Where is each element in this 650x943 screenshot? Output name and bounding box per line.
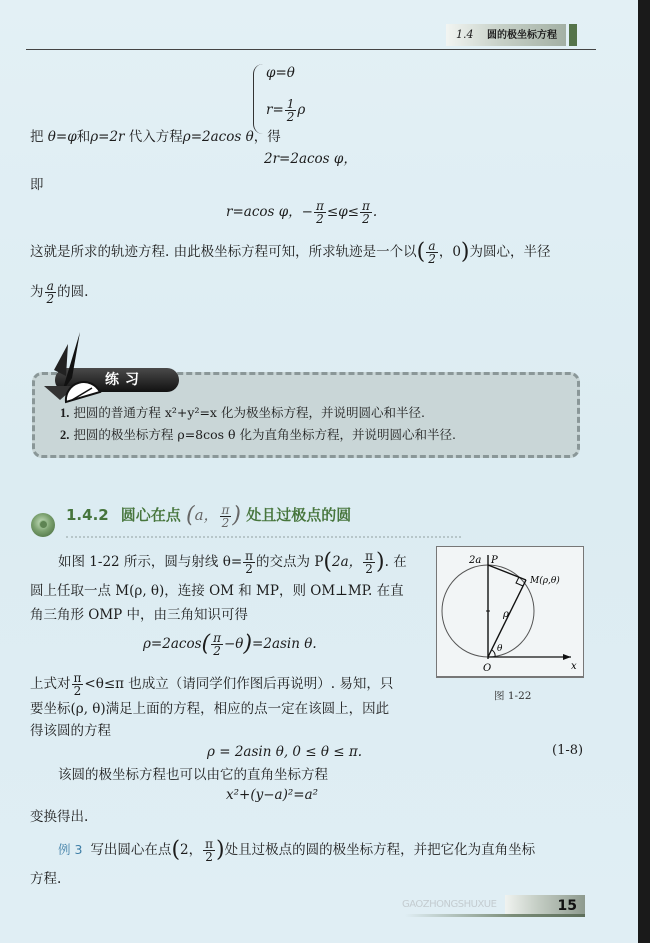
body-line xyxy=(58,550,407,575)
header-rule xyxy=(26,49,596,50)
fraction xyxy=(363,550,375,575)
math: ρ=2r xyxy=(90,129,125,145)
equation-rho-2asin xyxy=(143,632,317,657)
label-O: O xyxy=(483,663,492,674)
numerator: π xyxy=(73,671,82,685)
numerator: π xyxy=(316,199,324,213)
body-line: 变换得出. xyxy=(30,809,89,825)
body-line: 方程. xyxy=(30,871,62,887)
math: r=acos φ，− xyxy=(226,204,313,220)
figure-1-22 xyxy=(436,546,584,678)
paren-left: ( xyxy=(171,837,181,863)
math: θ=φ xyxy=(47,129,77,145)
label-2a: 2a xyxy=(469,555,482,566)
body-line xyxy=(30,672,393,697)
denominator: 2 xyxy=(205,850,213,864)
paragraph-locus xyxy=(30,240,551,265)
fraction xyxy=(426,240,438,265)
label-rho: ρ xyxy=(503,609,509,620)
body-line: 得该圆的方程 xyxy=(30,723,111,739)
footer-rule xyxy=(405,914,585,917)
numerator: π xyxy=(361,199,370,213)
paragraph-locus-line2 xyxy=(30,280,88,305)
section-dotted-rule xyxy=(66,536,461,538)
equation-1-8: ρ = 2asin θ, 0 ≤ θ ≤ π. xyxy=(207,744,363,760)
denominator: 2 xyxy=(286,110,295,124)
body-line: 角三角形 OMP 中，由三角知识可得 xyxy=(30,607,249,623)
text: <θ≤π 也成立（请同学们作图后再说明）. 易知，只 xyxy=(84,676,394,692)
equation-r-acos xyxy=(226,200,377,225)
label-theta: θ xyxy=(497,644,503,654)
exercise-item-1 xyxy=(60,404,425,422)
paren-left: ( xyxy=(185,503,195,528)
text: 把 xyxy=(30,129,44,145)
paren-right: ) xyxy=(460,239,470,265)
fraction xyxy=(243,550,255,575)
fraction xyxy=(72,672,84,697)
paren-right: ) xyxy=(232,503,241,528)
paren-left: ( xyxy=(323,549,333,575)
header-section-number: 1.4 xyxy=(456,28,474,41)
equation-cartesian: x²+(y−a)²=a² xyxy=(226,787,319,803)
numerator: π xyxy=(245,549,254,563)
item-number: 2. xyxy=(60,428,70,442)
item-text: 把圆的极坐标方程 ρ=8cos θ 化为直角坐标方程，并说明圆心和半径. xyxy=(73,427,457,442)
text: 为 xyxy=(30,284,44,300)
numerator: π xyxy=(213,631,221,645)
math: =2asin θ. xyxy=(252,636,317,652)
text: 上式对 xyxy=(30,676,71,692)
page-number: 15 xyxy=(505,895,585,917)
system-rhs: ρ xyxy=(297,102,306,118)
equation-2r: 2r=2acos φ， xyxy=(264,151,357,167)
paren-right: ) xyxy=(376,549,385,575)
denominator: 2 xyxy=(245,562,253,576)
example-label: 例 3 xyxy=(58,842,83,857)
denominator: 2 xyxy=(362,212,370,226)
denominator: 2 xyxy=(365,562,373,576)
system-line-2 xyxy=(266,98,305,123)
fraction xyxy=(211,632,223,657)
math: ρ=2acos θ xyxy=(182,129,254,145)
section-heading xyxy=(66,500,351,531)
paren-left: ( xyxy=(201,631,211,657)
text: 这就是所求的轨迹方程. 由此极坐标方程可知，所求轨迹是一个以 xyxy=(30,244,417,260)
text: . 在 xyxy=(384,554,407,570)
numerator: π xyxy=(205,837,214,851)
paragraph-substitution xyxy=(30,128,281,146)
denominator: 2 xyxy=(73,684,82,698)
page-edge-shadow xyxy=(638,0,650,943)
item-number: 1. xyxy=(60,406,70,420)
denominator: 2 xyxy=(428,252,436,266)
math: ≤φ≤ xyxy=(326,204,359,220)
section-title-text: 圆心在点 xyxy=(120,506,181,524)
section-math xyxy=(185,502,241,530)
denominator: 2 xyxy=(316,212,324,226)
text: 代入方程 xyxy=(128,129,183,145)
system-lhs: r= xyxy=(266,102,284,118)
numerator: π xyxy=(221,502,230,517)
circle-diagram xyxy=(437,547,583,676)
math: . xyxy=(372,204,378,220)
text: 处且过极点的圆的极坐标方程，并把它化为直角坐标 xyxy=(224,842,536,858)
paren-right: ) xyxy=(216,837,225,863)
fraction xyxy=(220,504,232,529)
text: 的交点为 P xyxy=(256,554,324,570)
label-P: P xyxy=(491,555,498,566)
example-3 xyxy=(58,838,535,863)
section-bullet-icon xyxy=(31,513,55,537)
denominator: 2 xyxy=(46,292,55,306)
exercise-badge: 练习 xyxy=(55,368,179,392)
header-accent-bar xyxy=(569,24,577,46)
denominator: 2 xyxy=(213,644,221,658)
fraction xyxy=(314,200,326,225)
compass-protractor-icon xyxy=(42,330,102,410)
fraction xyxy=(285,98,297,123)
numerator: 1 xyxy=(286,97,295,111)
numerator: a xyxy=(45,280,57,293)
fraction xyxy=(360,200,372,225)
math: ρ=2acos xyxy=(143,636,202,652)
text: 和 xyxy=(76,129,91,145)
math: 2， xyxy=(180,842,203,858)
text: 如图 1-22 所示，圆与射线 θ= xyxy=(58,554,243,570)
text: 写出圆心在点 xyxy=(90,842,172,858)
word-ji: 即 xyxy=(30,177,44,193)
footer-brand: GAOZHONGSHUXUE xyxy=(402,899,497,910)
section-title-text: 处且过极点的圆 xyxy=(246,506,352,524)
body-line: 该圆的极坐标方程也可以由它的直角坐标方程 xyxy=(58,767,328,783)
label-x: x xyxy=(571,661,577,672)
paren-right: ) xyxy=(243,631,253,657)
system-line-1: φ=θ xyxy=(266,65,295,81)
math: 2a， xyxy=(332,554,363,570)
numerator: π xyxy=(365,549,374,563)
paren-left: ( xyxy=(416,239,426,265)
section-number: 1.4.2 xyxy=(66,506,109,524)
item-text: 把圆的普通方程 x²+y²=x 化为极坐标方程，并说明圆心和半径. xyxy=(73,405,425,420)
left-brace xyxy=(253,64,264,134)
fraction xyxy=(203,838,215,863)
numerator: a xyxy=(426,240,438,253)
text: ，得 xyxy=(253,129,281,145)
body-line: 圆上任取一点 M(ρ, θ)，连接 OM 和 MP，则 OM⊥MP. 在直 xyxy=(30,583,404,599)
fraction xyxy=(45,280,57,305)
figure-caption: 图 1-22 xyxy=(494,690,532,702)
text: 的圆. xyxy=(57,284,89,300)
equation-number: (1-8) xyxy=(552,743,584,758)
header-section-title: 圆的极坐标方程 xyxy=(487,30,557,41)
text: 为圆心，半径 xyxy=(469,244,551,260)
label-M: M(ρ,θ) xyxy=(530,576,560,586)
exercise-item-2 xyxy=(60,426,456,444)
running-header xyxy=(446,24,566,46)
denominator: 2 xyxy=(221,515,230,530)
math: −θ xyxy=(224,636,244,652)
body-line: 要坐标(ρ, θ)满足上面的方程，相应的点一定在该圆上，因此 xyxy=(30,701,390,717)
math: a， xyxy=(194,506,219,524)
math: ，0 xyxy=(438,244,461,260)
